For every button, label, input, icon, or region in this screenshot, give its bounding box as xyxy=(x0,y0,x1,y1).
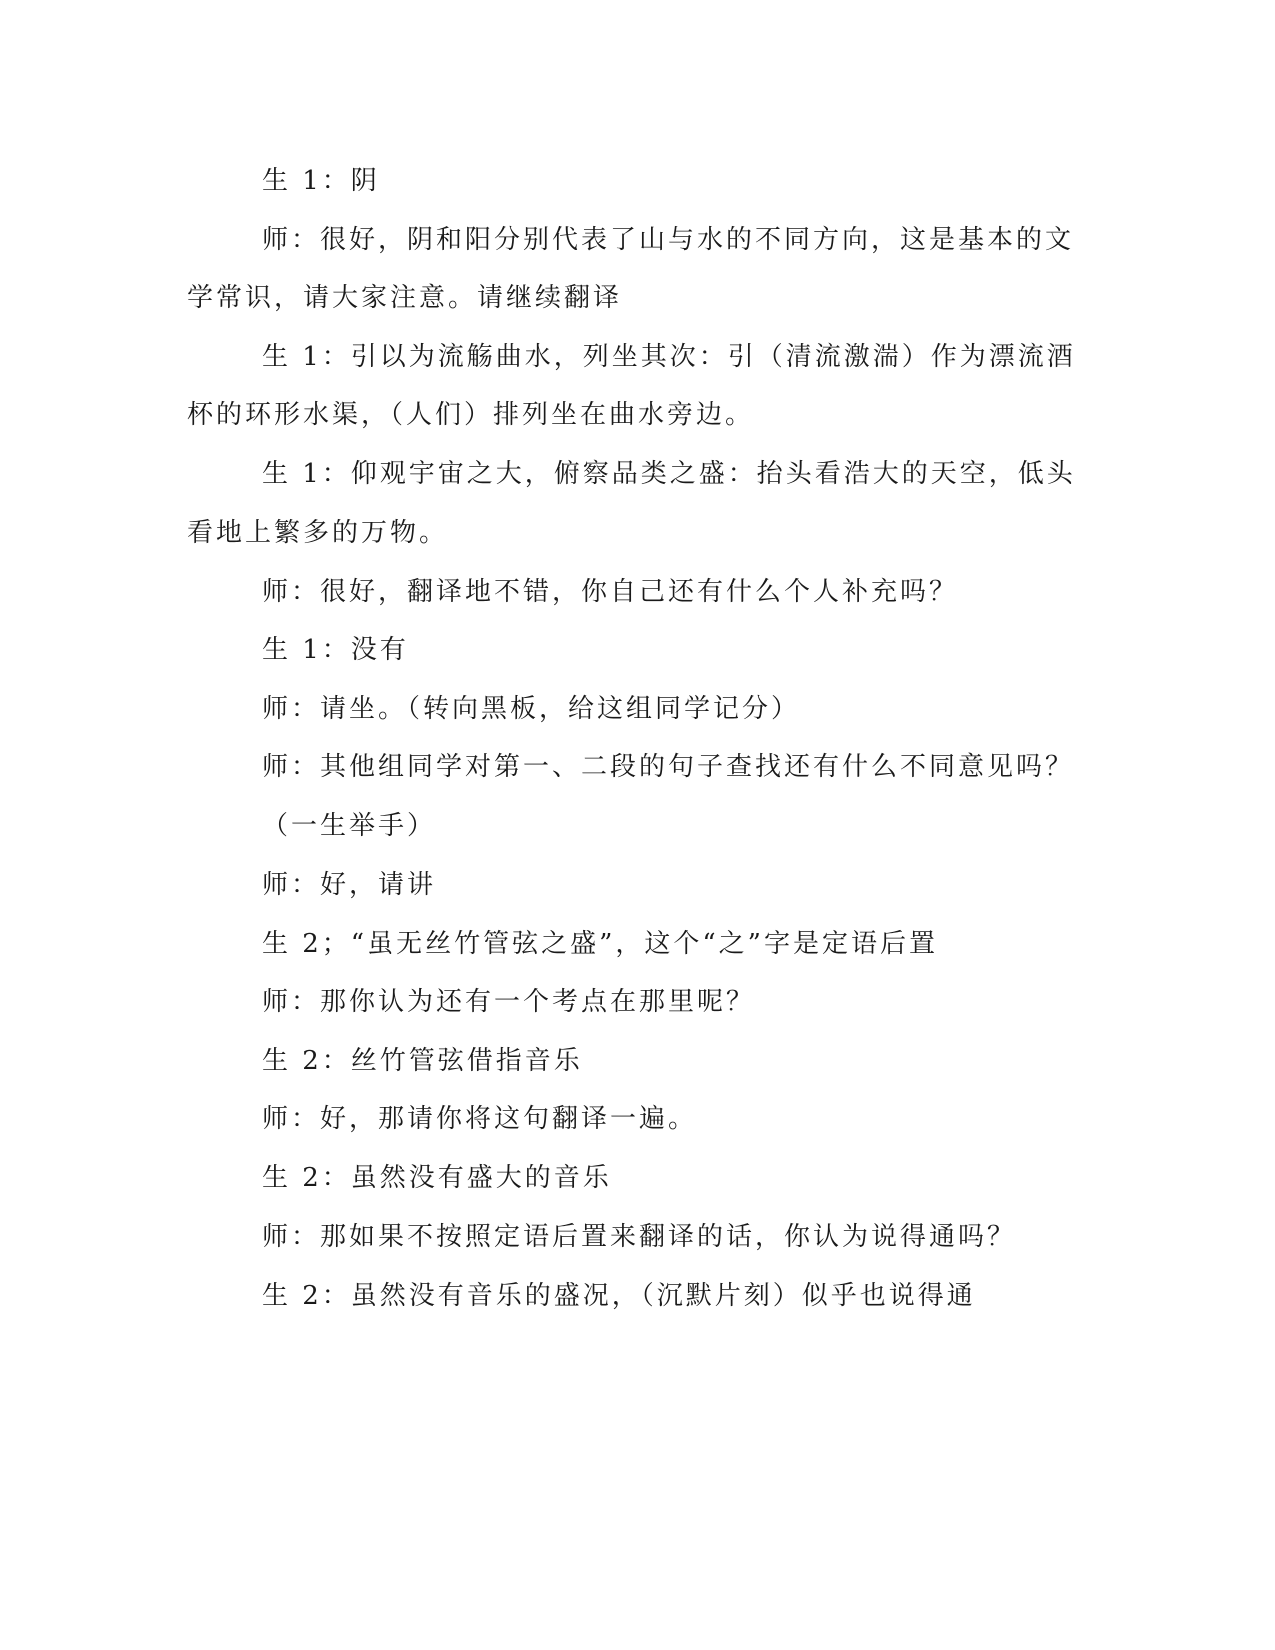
dialogue-line-continuation: 看地上繁多的万物。 xyxy=(187,518,449,548)
dialogue-line: 师：很好，翻译地不错，你自己还有什么个人补充吗？ xyxy=(262,577,959,607)
dialogue-line: 生 2：虽然没有音乐的盛况，（沉默片刻）似乎也说得通 xyxy=(262,1281,976,1311)
stage-direction: （一生举手） xyxy=(262,811,437,841)
dialogue-line: 师：那如果不按照定语后置来翻译的话，你认为说得通吗？ xyxy=(262,1222,1017,1252)
dialogue-line: 生 1：没有 xyxy=(262,635,409,665)
dialogue-line-continuation: 杯的环形水渠，（人们）排列坐在曲水旁边。 xyxy=(187,400,755,430)
dialogue-line: 师：好，请讲 xyxy=(262,870,437,900)
dialogue-line: 师：请坐。（转向黑板，给这组同学记分） xyxy=(262,694,801,724)
dialogue-line: 生 2；“虽无丝竹管弦之盛”，这个“之”字是定语后置 xyxy=(262,929,938,959)
dialogue-line: 生 2：虽然没有盛大的音乐 xyxy=(262,1163,612,1193)
dialogue-line: 生 1：仰观宇宙之大，俯察品类之盛：抬头看浩大的天空，低头 xyxy=(262,459,1076,489)
dialogue-line: 师：很好，阴和阳分别代表了山与水的不同方向，这是基本的文 xyxy=(262,225,1075,255)
dialogue-line: 生 1：引以为流觞曲水，列坐其次：引（清流激湍）作为漂流酒 xyxy=(262,342,1076,372)
dialogue-line-continuation: 学常识，请大家注意。请继续翻译 xyxy=(187,283,623,313)
dialogue-line: 师：好，那请你将这句翻译一遍。 xyxy=(262,1104,698,1134)
dialogue-line: 生 1：阴 xyxy=(262,166,380,196)
dialogue-line: 生 2：丝竹管弦借指音乐 xyxy=(262,1046,583,1076)
dialogue-line: 师：其他组同学对第一、二段的句子查找还有什么不同意见吗？ xyxy=(262,752,1075,782)
dialogue-line: 师：那你认为还有一个考点在那里呢？ xyxy=(262,987,756,1017)
